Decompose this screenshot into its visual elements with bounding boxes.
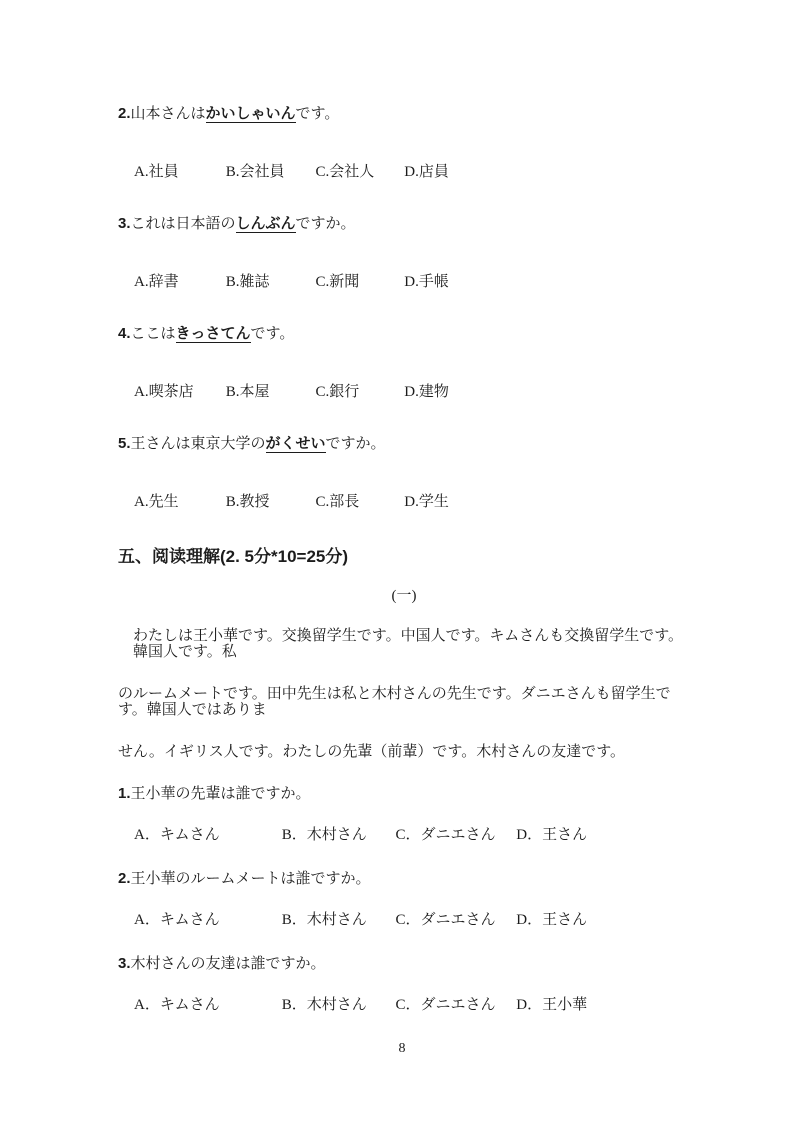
stem-underlined-word: かいしゃいん — [205, 105, 296, 122]
stem-text: 王小華のルームメートは誰ですか。 — [130, 871, 371, 887]
option-c: C.部長 — [315, 494, 360, 510]
option-a: A.喫茶店 — [134, 384, 194, 400]
question-number: 2. — [118, 870, 131, 887]
option-a: A．キムさん — [134, 912, 220, 928]
option-d: D.店員 — [404, 164, 449, 180]
stem-text: 木村さんの友達は誰ですか。 — [130, 956, 326, 972]
stem-underlined-word: しんぶん — [235, 215, 296, 232]
option-c: C．ダニエさん — [395, 827, 496, 843]
option-d: D．王小華 — [516, 997, 588, 1013]
option-b: B．木村さん — [281, 827, 367, 843]
option-c: C．ダニエさん — [395, 997, 496, 1013]
stem-underlined-word: がくせい — [265, 435, 326, 452]
option-d: D．王さん — [516, 827, 588, 843]
stem-text-pre: 山本さんは — [130, 106, 206, 122]
section-title: 五、阅读理解(2. 5分*10=25分) — [118, 547, 349, 566]
option-a: A.社員 — [134, 164, 179, 180]
question-stem — [118, 871, 690, 887]
options-row — [118, 494, 690, 510]
vocab-question-4 — [118, 326, 690, 400]
stem-text-post: です。 — [250, 326, 295, 342]
reading-passage — [118, 628, 690, 760]
option-d: D.手帳 — [404, 274, 449, 290]
options-row — [118, 997, 690, 1013]
option-a: A.辞書 — [134, 274, 179, 290]
option-b: B.本屋 — [225, 384, 270, 400]
options-row — [118, 384, 690, 400]
question-number: 5. — [118, 435, 131, 452]
options-row — [118, 912, 690, 928]
reading-question-2 — [118, 871, 690, 928]
page-number: 8 — [398, 1041, 406, 1056]
option-d: D．王さん — [516, 912, 588, 928]
option-c: C.新聞 — [315, 274, 360, 290]
vocab-question-2 — [118, 106, 690, 180]
question-stem — [118, 956, 690, 972]
options-row — [118, 827, 690, 843]
reading-question-1 — [118, 786, 690, 843]
option-d: D.学生 — [404, 494, 449, 510]
question-stem — [118, 216, 690, 232]
vocab-question-5 — [118, 436, 690, 510]
question-number: 3. — [118, 955, 131, 972]
option-c: C.会社人 — [315, 164, 375, 180]
stem-text-pre: 王さんは東京大学の — [130, 436, 266, 452]
question-number: 1. — [118, 785, 131, 802]
question-number: 2. — [118, 105, 131, 122]
option-b: B.教授 — [225, 494, 270, 510]
reading-question-3 — [118, 956, 690, 1013]
option-b: B.雑誌 — [225, 274, 270, 290]
question-stem — [118, 786, 690, 802]
question-stem — [118, 106, 690, 122]
option-a: A．キムさん — [134, 997, 220, 1013]
passage-line: のルームメートです。田中先生は私と木村さんの先生です。ダニエさんも留学生です。韓国人ではありま — [118, 686, 671, 718]
stem-text-pre: ここは — [130, 326, 176, 342]
stem-text: 王小華の先輩は誰ですか。 — [130, 786, 311, 802]
question-number: 3. — [118, 215, 131, 232]
options-row — [118, 164, 690, 180]
question-stem — [118, 326, 690, 342]
option-b: B．木村さん — [281, 912, 367, 928]
options-row — [118, 274, 690, 290]
stem-underlined-word: きっさてん — [175, 325, 251, 342]
passage-line: せん。イギリス人です。わたしの先輩（前輩）です。木村さんの友達です。 — [118, 744, 626, 760]
passage-line: わたしは王小華です。交換留学生です。中国人です。キムさんも交換留学生です。韓国人です。私 — [133, 628, 684, 660]
option-b: B.会社員 — [225, 164, 285, 180]
stem-text-pre: これは日本語の — [130, 216, 236, 232]
option-c: C．ダニエさん — [395, 912, 496, 928]
vocab-question-3 — [118, 216, 690, 290]
question-stem — [118, 436, 690, 452]
question-number: 4. — [118, 325, 131, 342]
option-d: D.建物 — [404, 384, 449, 400]
stem-text-post: ですか。 — [295, 216, 356, 232]
option-a: A.先生 — [134, 494, 179, 510]
option-a: A．キムさん — [134, 827, 220, 843]
stem-text-post: ですか。 — [325, 436, 386, 452]
option-c: C.銀行 — [315, 384, 360, 400]
part-label: (一) — [391, 588, 417, 604]
option-b: B．木村さん — [281, 997, 367, 1013]
stem-text-post: です。 — [295, 106, 340, 122]
